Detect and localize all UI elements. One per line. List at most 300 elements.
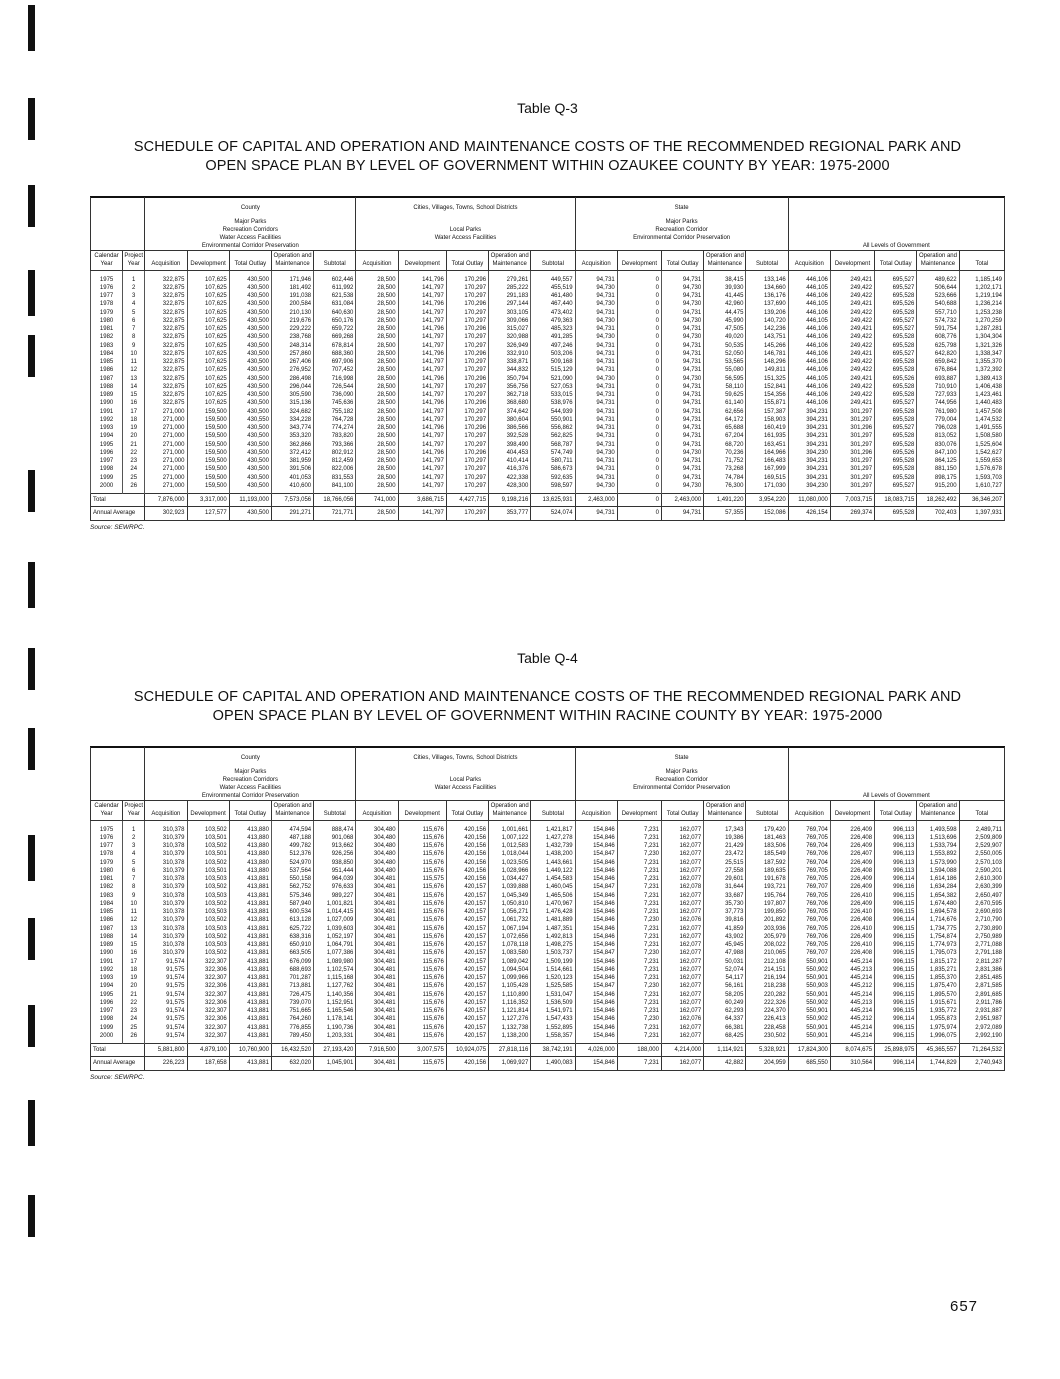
value-cell: 94,731 — [575, 399, 617, 407]
value-cell: 996,115 — [875, 982, 917, 990]
total-row — [91, 494, 1005, 507]
value-cell: 769,705 — [788, 875, 830, 883]
value-cell: 167,999 — [746, 465, 788, 473]
value-cell: 420,156 — [446, 867, 488, 875]
value-cell: 7,231 — [617, 875, 661, 883]
value-cell: 695,527 — [875, 424, 917, 432]
value-cell: 91,574 — [145, 1024, 187, 1032]
value-cell: 1,454,583 — [531, 875, 575, 883]
col-cities-operation: Operation and Maintenance — [489, 801, 531, 821]
value-cell: 10,760,900 — [229, 1044, 271, 1057]
value-cell: 304,481 — [356, 900, 398, 908]
value-cell: 489,622 — [917, 270, 959, 284]
value-cell: 1,406,438 — [959, 383, 1004, 391]
value-cell: 18,766,056 — [314, 494, 356, 507]
project-year-cell: 15 — [123, 941, 145, 949]
value-cell: 141,796 — [398, 449, 446, 457]
value-cell: 996,115 — [875, 958, 917, 966]
value-cell: 185,549 — [746, 850, 788, 858]
value-cell: 1,304,304 — [959, 333, 1004, 341]
value-cell: 170,297 — [446, 342, 488, 350]
value-cell: 574,749 — [531, 449, 575, 457]
value-cell: 2,750,989 — [959, 933, 1004, 941]
value-cell: 430,500 — [229, 432, 271, 440]
value-cell: 107,625 — [187, 300, 229, 308]
table-row — [91, 883, 1005, 891]
value-cell: 310,379 — [145, 867, 187, 875]
value-cell: 650,910 — [271, 941, 313, 949]
value-cell: 49,020 — [704, 333, 746, 341]
value-cell: 103,503 — [187, 892, 229, 900]
value-cell: 550,901 — [788, 1007, 830, 1015]
value-cell: 226,408 — [830, 916, 874, 924]
value-cell: 1,236,214 — [959, 300, 1004, 308]
value-cell: 94,731 — [662, 465, 704, 473]
value-cell: 1,165,546 — [314, 1007, 356, 1015]
value-cell: 1,116,352 — [489, 999, 531, 1007]
value-cell: 322,875 — [145, 375, 187, 383]
value-cell: 141,796 — [398, 325, 446, 333]
value-cell: 304,481 — [356, 949, 398, 957]
value-cell: 587,940 — [271, 900, 313, 908]
value-cell: 1,140,356 — [314, 991, 356, 999]
value-cell: 170,296 — [446, 449, 488, 457]
project-year-cell: 14 — [123, 383, 145, 391]
value-cell: 831,553 — [314, 474, 356, 482]
value-cell: 222,326 — [746, 999, 788, 1007]
all-levels-group-header — [788, 748, 1004, 801]
value-cell: 170,297 — [446, 465, 488, 473]
table-footer — [91, 494, 1005, 521]
value-cell: 1,069,927 — [489, 1057, 531, 1070]
col-all-total-outlay: Total Outlay — [875, 251, 917, 271]
value-cell: 94,731 — [575, 441, 617, 449]
value-cell: 374,642 — [489, 408, 531, 416]
value-cell: 322,875 — [145, 391, 187, 399]
value-cell: 7,231 — [617, 933, 661, 941]
value-cell: 394,231 — [788, 474, 830, 482]
value-cell: 602,446 — [314, 270, 356, 284]
value-cell: 3,007,575 — [398, 1044, 446, 1057]
project-year-cell: 21 — [123, 441, 145, 449]
value-cell: 2,550,005 — [959, 850, 1004, 858]
value-cell: 888,474 — [314, 820, 356, 834]
cities-subtitle-2: Water Access Facilities — [434, 785, 497, 791]
calendar-year-cell: 1993 — [91, 424, 123, 432]
value-cell: 157,387 — [746, 408, 788, 416]
value-cell: 1,774,973 — [917, 941, 959, 949]
value-cell: 304,481 — [356, 908, 398, 916]
value-cell: 1,795,073 — [917, 949, 959, 957]
cost-schedule-table — [90, 197, 1005, 521]
value-cell: 996,115 — [875, 949, 917, 957]
value-cell: 695,528 — [875, 416, 917, 424]
value-cell: 304,481 — [356, 925, 398, 933]
value-cell: 170,296 — [446, 325, 488, 333]
table-row — [91, 465, 1005, 473]
value-cell: 1,152,951 — [314, 999, 356, 1007]
value-cell: 512,376 — [271, 850, 313, 858]
project-year-cell: 19 — [123, 974, 145, 982]
col-county-development: Development — [187, 251, 229, 271]
col-state-development: Development — [617, 251, 661, 271]
value-cell: 789,450 — [271, 1032, 313, 1044]
value-cell: 445,214 — [830, 1007, 874, 1015]
value-cell: 430,550 — [229, 416, 271, 424]
value-cell: 796,028 — [917, 424, 959, 432]
value-cell: 326,949 — [489, 342, 531, 350]
value-cell: 94,731 — [662, 366, 704, 374]
value-cell: 276,952 — [271, 366, 313, 374]
header-blank — [91, 748, 145, 801]
table-row — [91, 284, 1005, 292]
value-cell: 141,797 — [398, 482, 446, 494]
value-cell: 220,282 — [746, 991, 788, 999]
calendar-year-cell: 1994 — [91, 982, 123, 990]
value-cell: 744,956 — [917, 399, 959, 407]
value-cell: 1,105,428 — [489, 982, 531, 990]
value-cell: 62,656 — [704, 408, 746, 416]
value-cell: 107,625 — [187, 309, 229, 317]
value-cell: 28,500 — [356, 292, 398, 300]
value-cell: 271,000 — [145, 408, 187, 416]
value-cell: 676,099 — [271, 958, 313, 966]
county-subtitle-1: Major Parks — [234, 219, 267, 225]
value-cell: 248,314 — [271, 342, 313, 350]
value-cell: 7,573,056 — [271, 494, 313, 507]
table-q4-section — [90, 650, 1005, 1081]
value-cell: 94,730 — [662, 333, 704, 341]
value-cell: 141,797 — [398, 474, 446, 482]
value-cell: 141,796 — [398, 375, 446, 383]
value-cell: 162,077 — [662, 925, 704, 933]
value-cell: 592,635 — [531, 474, 575, 482]
value-cell: 142,236 — [746, 325, 788, 333]
value-cell: 621,538 — [314, 292, 356, 300]
value-cell: 802,912 — [314, 449, 356, 457]
value-cell: 94,731 — [575, 292, 617, 300]
table-label: Table Q-4 — [517, 650, 578, 666]
value-cell: 226,409 — [830, 900, 874, 908]
value-cell: 103,502 — [187, 842, 229, 850]
value-cell: 1,541,971 — [531, 1007, 575, 1015]
value-cell: 107,625 — [187, 342, 229, 350]
value-cell: 304,481 — [356, 875, 398, 883]
calendar-year-cell: 1988 — [91, 933, 123, 941]
value-cell: 94,731 — [662, 424, 704, 432]
value-cell: 1,423,461 — [959, 391, 1004, 399]
value-cell: 309,066 — [489, 317, 531, 325]
value-cell: 170,296 — [446, 399, 488, 407]
cities-label: Cities, Villages, Towns, School Districts — [413, 755, 518, 761]
value-cell: 162,077 — [662, 1057, 704, 1070]
project-year-cell: 7 — [123, 325, 145, 333]
col-county-acquisition: Acquisition — [145, 251, 187, 271]
calendar-year-cell: 1977 — [91, 292, 123, 300]
value-cell: 1,503,737 — [531, 949, 575, 957]
value-cell: 212,108 — [746, 958, 788, 966]
all-levels-group-header — [788, 198, 1004, 251]
value-cell: 310,564 — [830, 1057, 874, 1070]
value-cell: 115,676 — [398, 1024, 446, 1032]
value-cell: 162,077 — [662, 892, 704, 900]
value-cell: 702,403 — [917, 507, 959, 520]
value-cell: 154,846 — [575, 820, 617, 834]
value-cell: 926,256 — [314, 850, 356, 858]
value-cell: 420,156 — [446, 842, 488, 850]
col-cities-operation: Operation and Maintenance — [489, 251, 531, 271]
value-cell: 769,704 — [788, 842, 830, 850]
value-cell: 713,881 — [271, 982, 313, 990]
value-cell: 996,115 — [875, 999, 917, 1007]
table-row — [91, 391, 1005, 399]
project-year-cell: 13 — [123, 925, 145, 933]
value-cell: 0 — [617, 333, 661, 341]
project-year-cell: 12 — [123, 366, 145, 374]
value-cell: 103,502 — [187, 949, 229, 957]
value-cell: 154,847 — [575, 883, 617, 891]
calendar-year-cell: 1996 — [91, 449, 123, 457]
value-cell: 170,297 — [446, 333, 488, 341]
table-q3-section — [90, 100, 1005, 531]
value-cell: 556,862 — [531, 424, 575, 432]
value-cell: 304,481 — [356, 1024, 398, 1032]
value-cell: 503,206 — [531, 350, 575, 358]
value-cell: 304,480 — [356, 850, 398, 858]
value-cell: 445,214 — [830, 1032, 874, 1044]
value-cell: 881,150 — [917, 465, 959, 473]
value-cell: 779,004 — [917, 416, 959, 424]
value-cell: 420,157 — [446, 933, 488, 941]
page-number: 657 — [950, 1298, 979, 1315]
value-cell: 322,875 — [145, 317, 187, 325]
value-cell: 1,050,810 — [489, 900, 531, 908]
calendar-year-cell: 1982 — [91, 883, 123, 891]
edge-mark — [28, 918, 35, 960]
value-cell: 148,296 — [746, 358, 788, 366]
value-cell: 94,730 — [575, 284, 617, 292]
value-cell: 1,815,172 — [917, 958, 959, 966]
value-cell: 761,980 — [917, 408, 959, 416]
value-cell: 1,027,009 — [314, 916, 356, 924]
annual-average-row-label: Annual Average — [91, 507, 145, 520]
table-body — [91, 270, 1005, 494]
table-row — [91, 875, 1005, 883]
value-cell: 181,463 — [746, 834, 788, 842]
table-row — [91, 1032, 1005, 1044]
value-cell: 420,156 — [446, 834, 488, 842]
value-cell: 115,676 — [398, 941, 446, 949]
value-cell: 550,902 — [788, 999, 830, 1007]
value-cell: 413,880 — [229, 820, 271, 834]
calendar-year-cell: 1999 — [91, 1024, 123, 1032]
table-row — [91, 982, 1005, 990]
value-cell: 162,077 — [662, 966, 704, 974]
value-cell: 1,855,370 — [917, 974, 959, 982]
value-cell: 17,824,300 — [788, 1044, 830, 1057]
value-cell: 115,676 — [398, 974, 446, 982]
value-cell: 0 — [617, 465, 661, 473]
edge-mark — [28, 270, 35, 316]
value-cell: 1,338,347 — [959, 350, 1004, 358]
value-cell: 169,515 — [746, 474, 788, 482]
col-state-subtotal: Subtotal — [746, 801, 788, 821]
table-title-line-2: OPEN SPACE PLAN BY LEVEL OF GOVERNMENT WITHIN OZAUKEE COUNTY BY YEAR: 1975-2000 — [205, 158, 890, 174]
value-cell: 774,274 — [314, 424, 356, 432]
value-cell: 449,557 — [531, 270, 575, 284]
value-cell: 158,903 — [746, 416, 788, 424]
value-cell: 94,730 — [575, 333, 617, 341]
value-cell: 226,409 — [830, 820, 874, 834]
value-cell: 695,528 — [875, 333, 917, 341]
value-cell: 430,500 — [229, 317, 271, 325]
value-cell: 28,500 — [356, 358, 398, 366]
edge-mark — [28, 835, 35, 881]
value-cell: 249,421 — [830, 350, 874, 358]
value-cell: 163,451 — [746, 441, 788, 449]
value-cell: 154,846 — [575, 999, 617, 1007]
value-cell: 764,260 — [271, 1015, 313, 1023]
calendar-year-cell: 1984 — [91, 900, 123, 908]
value-cell: 430,500 — [229, 399, 271, 407]
value-cell: 695,527 — [875, 325, 917, 333]
value-cell: 1,389,413 — [959, 375, 1004, 383]
value-cell: 7,231 — [617, 900, 661, 908]
table-row — [91, 449, 1005, 457]
value-cell: 7,231 — [617, 999, 661, 1007]
value-cell: 301,297 — [830, 408, 874, 416]
value-cell: 1,754,874 — [917, 933, 959, 941]
value-cell: 159,500 — [187, 424, 229, 432]
table-row — [91, 342, 1005, 350]
table-row — [91, 850, 1005, 858]
value-cell: 685,550 — [788, 1057, 830, 1070]
value-cell: 1,078,118 — [489, 941, 531, 949]
value-cell: 2,851,485 — [959, 974, 1004, 982]
value-cell: 162,077 — [662, 933, 704, 941]
value-cell: 107,625 — [187, 375, 229, 383]
value-cell: 28,500 — [356, 465, 398, 473]
value-cell: 430,500 — [229, 465, 271, 473]
table-row — [91, 974, 1005, 982]
value-cell: 304,481 — [356, 883, 398, 891]
value-cell: 226,408 — [830, 949, 874, 957]
calendar-year-cell: 1976 — [91, 284, 123, 292]
value-cell: 420,157 — [446, 949, 488, 957]
value-cell: 413,881 — [229, 916, 271, 924]
value-cell: 1,012,583 — [489, 842, 531, 850]
value-cell: 28,500 — [356, 457, 398, 465]
value-cell: 420,156 — [446, 850, 488, 858]
edge-mark — [28, 1195, 35, 1237]
value-cell: 171,030 — [746, 482, 788, 494]
value-cell: 159,500 — [187, 482, 229, 494]
value-cell: 1,219,194 — [959, 292, 1004, 300]
edge-mark — [28, 562, 35, 608]
value-cell: 226,410 — [830, 892, 874, 900]
value-cell: 181,492 — [271, 284, 313, 292]
value-cell: 509,168 — [531, 358, 575, 366]
project-year-cell: 11 — [123, 358, 145, 366]
value-cell: 64,337 — [704, 1015, 746, 1023]
value-cell: 1,915,671 — [917, 999, 959, 1007]
value-cell: 751,665 — [271, 1007, 313, 1015]
value-cell: 420,157 — [446, 999, 488, 1007]
value-cell: 580,711 — [531, 457, 575, 465]
state-subtitle-2: Recreation Corridor — [655, 777, 708, 783]
value-cell: 162,077 — [662, 867, 704, 875]
value-cell: 94,731 — [662, 342, 704, 350]
edge-mark — [28, 648, 35, 690]
value-cell: 320,988 — [489, 333, 531, 341]
value-cell: 28,500 — [356, 474, 398, 482]
value-cell: 65,688 — [704, 424, 746, 432]
cities-group-header — [356, 748, 575, 801]
value-cell: 304,481 — [356, 982, 398, 990]
col-county-subtotal: Subtotal — [314, 251, 356, 271]
table-row — [91, 482, 1005, 494]
project-year-cell: 26 — [123, 1032, 145, 1044]
value-cell: 304,481 — [356, 941, 398, 949]
value-cell: 322,875 — [145, 342, 187, 350]
value-cell: 91,574 — [145, 991, 187, 999]
value-cell: 1,039,888 — [489, 883, 531, 891]
project-year-cell: 2 — [123, 284, 145, 292]
value-cell: 25,515 — [704, 859, 746, 867]
col-all-acquisition: Acquisition — [788, 251, 830, 271]
value-cell: 141,797 — [398, 432, 446, 440]
table-row — [91, 834, 1005, 842]
edge-mark — [28, 98, 35, 140]
value-cell: 200,584 — [271, 300, 313, 308]
value-cell: 1,610,727 — [959, 482, 1004, 494]
value-cell: 1,089,980 — [314, 958, 356, 966]
value-cell: 28,500 — [356, 366, 398, 374]
value-cell: 430,500 — [229, 325, 271, 333]
value-cell: 420,157 — [446, 982, 488, 990]
calendar-year-cell: 1998 — [91, 465, 123, 473]
value-cell: 7,231 — [617, 991, 661, 999]
value-cell: 1,110,890 — [489, 991, 531, 999]
calendar-year-cell: 2000 — [91, 482, 123, 494]
value-cell: 1,427,278 — [531, 834, 575, 842]
value-cell: 304,481 — [356, 892, 398, 900]
value-cell: 812,459 — [314, 457, 356, 465]
value-cell: 43,902 — [704, 933, 746, 941]
project-year-cell: 25 — [123, 474, 145, 482]
value-cell: 141,797 — [398, 391, 446, 399]
value-cell: 2,992,190 — [959, 1032, 1004, 1044]
project-year-cell: 24 — [123, 1015, 145, 1023]
value-cell: 310,378 — [145, 925, 187, 933]
value-cell: 2,740,943 — [959, 1057, 1004, 1070]
project-year-cell: 13 — [123, 375, 145, 383]
value-cell: 94,730 — [575, 449, 617, 457]
value-cell: 249,421 — [830, 375, 874, 383]
value-cell: 304,481 — [356, 916, 398, 924]
value-cell: 218,238 — [746, 982, 788, 990]
value-cell: 1,045,901 — [314, 1057, 356, 1070]
value-cell: 1,321,326 — [959, 342, 1004, 350]
value-cell: 394,231 — [788, 457, 830, 465]
value-cell: 430,500 — [229, 474, 271, 482]
value-cell: 1,996,075 — [917, 1032, 959, 1044]
value-cell: 159,500 — [187, 408, 229, 416]
col-county-total-outlay: Total Outlay — [229, 251, 271, 271]
value-cell: 1,547,433 — [531, 1015, 575, 1023]
value-cell: 1,138,200 — [489, 1032, 531, 1044]
value-cell: 2,590,201 — [959, 867, 1004, 875]
